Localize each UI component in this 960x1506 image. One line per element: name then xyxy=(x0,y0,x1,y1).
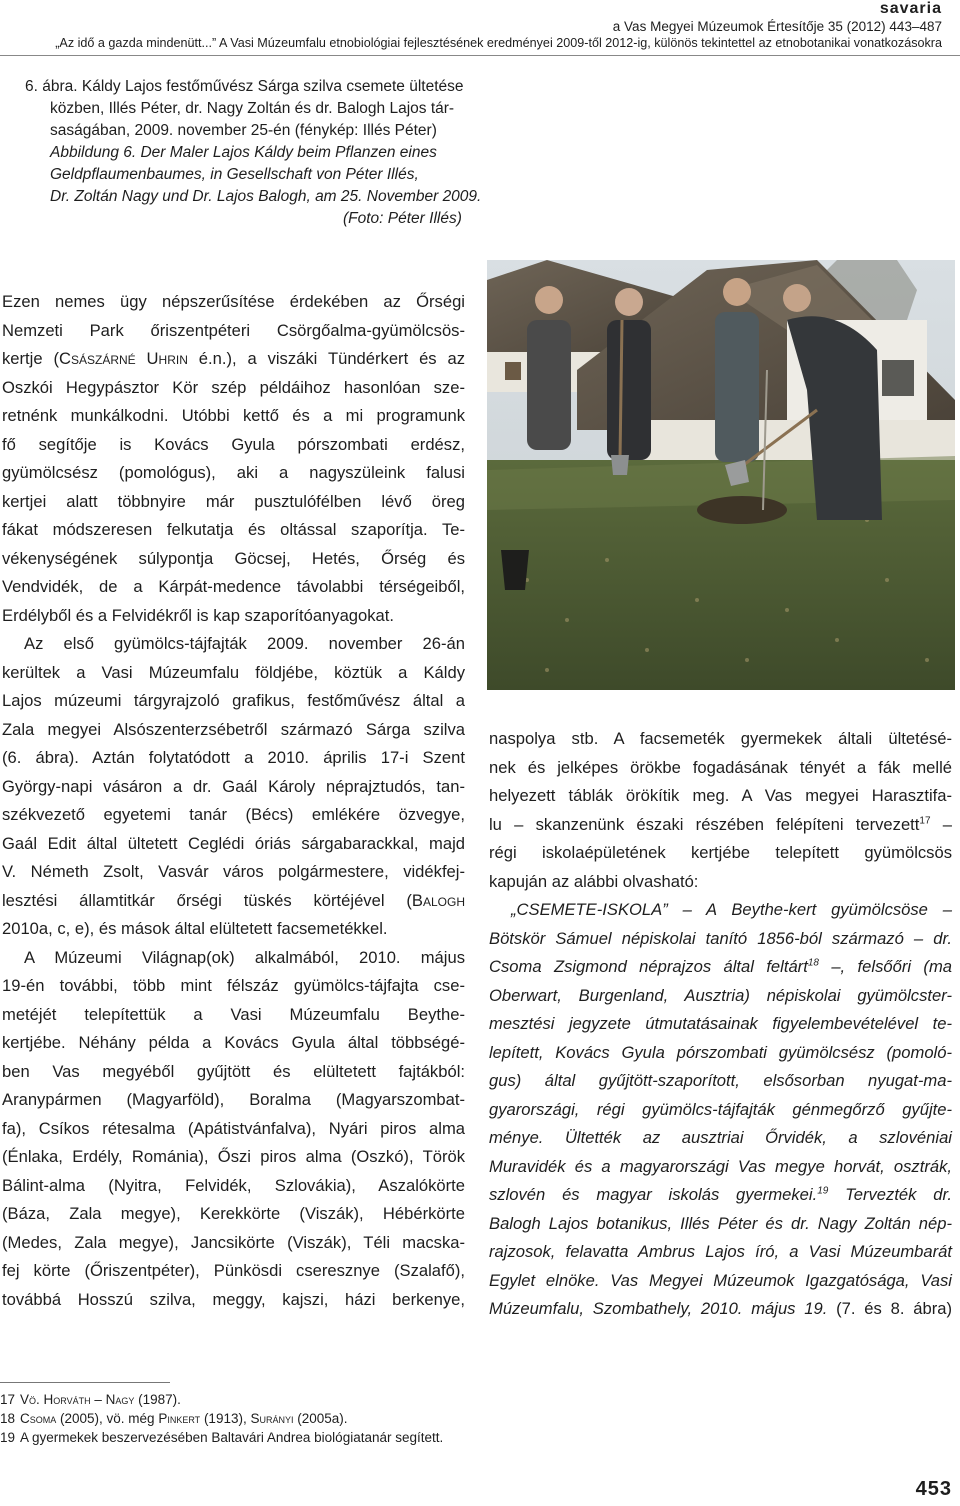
journal-header xyxy=(613,0,942,36)
text-line: (Énlaka, Erdély, Románia), Őszi piros alma (Oszkó), Török xyxy=(2,1147,465,1166)
body-paragraph xyxy=(2,288,465,630)
footnote-number: 17 xyxy=(0,1392,16,1407)
text-line: nek és jelképes örökbe fogadásának tényét a fák mellé xyxy=(489,757,952,777)
text-line: helyezett táblák örökítik meg. A Vas megyei Harasztifa- xyxy=(489,786,952,805)
text-line: továbbá Hosszú szilva, meggy, kajszi, házi berkenye, xyxy=(2,1289,465,1309)
text-line: Az első gyümölcs-tájfajták 2009. november 26-án xyxy=(24,634,465,653)
text-line: fa), Csíkos rétesalma (Apátistvánfalva), Nyári piros alma xyxy=(2,1118,465,1138)
text-line: (Medes, Zala megye), Jancsikörte (Viszák), Téli macska- xyxy=(2,1232,465,1252)
footnote: 18 Csoma (2005), vö. még Pinkert (1913), Surányi (2005a). xyxy=(0,1411,348,1426)
text-line: (Báza, Zala megye), Kerekkörte (Viszák), Hébérkörte xyxy=(2,1204,465,1223)
figure-photo xyxy=(487,260,955,690)
footnote: 19 A gyermekek beszervezésében Baltavári Andrea biológiatanár segített. xyxy=(0,1430,444,1445)
text-line: (6. ábra). Aztán folytatódott a 2010. április 17-i Szent xyxy=(2,748,465,767)
caption-de-line: Dr. Zoltán Nagy und Dr. Lajos Balogh, am 25. November 2009. xyxy=(50,188,482,205)
footnote-ref[interactable]: 18 xyxy=(807,957,819,969)
text-line: székvezető egyetemi tanár (Bécs) emlékére özvegye, xyxy=(2,805,465,824)
header-divider xyxy=(0,55,960,56)
text-line: Egylet elnöke. Vas Megyei Múzeumok Igazgatósága, Vasi xyxy=(489,1270,952,1290)
caption-hu-line: 6. ábra. Káldy Lajos festőművész Sárga szilva csemete ültetése xyxy=(25,78,464,95)
text-line: metéjét telepítettük a Vasi Múzeumfalu Beythe- xyxy=(2,1004,465,1024)
text-line: Múzeumfalu, Szombathely, 2010. május 19. (7. és 8. ábra) xyxy=(489,1299,952,1318)
text-line: „CSEMETE-ISKOLA” – A Beythe-kert gyümölcsöse – xyxy=(511,900,952,919)
citation-author: Balogh xyxy=(411,890,465,910)
page-number: 453 xyxy=(915,1478,952,1500)
inscription-quote xyxy=(489,896,952,1324)
text-line: ben Vas megyéből gyűjtött és elültetett fajtákból: xyxy=(2,1061,465,1081)
text-line: Oszkói Hegypásztor Kör szép példáihoz hasonlóan sze- xyxy=(2,377,465,397)
text-line: Aranypármen (Magyarföld), Boralma (Magyarszombat- xyxy=(2,1090,465,1109)
text-line: ménye. Ültették az ausztriai Őrvidék, a szlovéniai xyxy=(489,1128,952,1147)
text-line: Muravidék és a magyarországi Vas megye horvát, osztrák, xyxy=(489,1156,952,1176)
text-line: Balogh Lajos botanikus, Illés Péter és dr. Nagy Zoltán nép- xyxy=(489,1213,952,1233)
text-line: Vendvidék, de a Kárpát-medence távolabbi térségeiből, xyxy=(2,577,465,596)
text-line: fej körte (Őriszentpéter), Pünkösdi cseresznye (Szalafő), xyxy=(2,1261,465,1280)
text-line: lepített, Kovács Gyula pórszombati gyümölcsész (pomoló- xyxy=(489,1042,952,1062)
text-line: Erdélyből és a Felvidékről is kap szaporítóanyagokat. xyxy=(2,605,395,625)
text-line: V. Németh Zsolt, Vasvár város polgármestere, vidékfej- xyxy=(2,862,465,881)
caption-hu-line: közben, Illés Péter, dr. Nagy Zoltán és dr. Balogh Lajos tár- xyxy=(50,100,455,117)
citation-author: Császárné Uhrin xyxy=(59,349,188,368)
text-line: fákat módszeresen felkutatja és oltással szaporítja. Te- xyxy=(2,520,465,539)
text-line: Ezen nemes ügy népszerűsítése érdekében az Őrségi xyxy=(2,292,465,311)
caption-de-line: Abbildung 6. Der Maler Lajos Káldy beim Pflanzen eines xyxy=(50,144,437,161)
text-line: 2010a, c, e), és mások által elültetett facsemetékkel. xyxy=(2,919,388,938)
text-line: Bálint-alma (Nyitra, Felvidék, Szlovákia), Aszalókörte xyxy=(2,1175,465,1195)
text-line: fő segítője is Kovács Gyula pórszombati erdész, xyxy=(2,434,465,454)
footnotes xyxy=(0,1390,443,1447)
footnote-ref[interactable]: 19 xyxy=(817,1185,829,1197)
text-line: rajzosok, felavatta Ambrus Lajos író, a Vasi Múzeumbarát xyxy=(489,1242,952,1261)
caption-de-line: (Foto: Péter Illés) xyxy=(343,210,462,227)
caption-de-line: Geldpflaumenbaumes, in Gesellschaft von Péter Illés, xyxy=(50,166,419,183)
text-line: Oberwart, Burgenland, Ausztria) népiskolai gyümölcster- xyxy=(489,985,952,1005)
text-line: vékenységének súlypontja Göcsej, Hetés, Őrség és xyxy=(2,548,465,568)
text-line: Lajos múzeumi tárgyrajzoló grafikus, festőművész által a xyxy=(2,691,465,710)
text-line: György-napi vásáron a dr. Gaál Károly néprajztudós, tan- xyxy=(2,776,465,796)
text-line: A Múzeumi Világnap(ok) alkalmából, 2010. május xyxy=(24,947,465,967)
text-line: lesztési államtitkár őrségi tüskés körtéjével (Balogh xyxy=(2,890,465,910)
text-line: retnénk munkálkodni. Utóbbi kettő és a mi programunk xyxy=(2,406,465,425)
text-line: naspolya stb. A facsemeték gyermekek általi ültetésé- xyxy=(489,729,952,748)
journal-citation: a Vas Megyei Múzeumok Értesítője 35 (2012) 443–487 xyxy=(612,19,942,34)
text-line: 19-én további, több mint félszáz gyümölcs-tájfajta cse- xyxy=(2,976,465,995)
body-paragraph xyxy=(2,944,465,1315)
body-paragraph xyxy=(2,630,465,944)
text-line: szlovén és magyar iskolás gyermekei.$^{19}$ Tervezték dr. xyxy=(489,1185,953,1204)
text-line: Gaál Edit által ültetett Ceglédi óriás sárgabarackkal, majd xyxy=(2,833,465,853)
footnote-ref[interactable]: 17 xyxy=(919,814,931,826)
text-line: Bötskör Sámuel népiskolai tanító 1856-ból származó – dr. xyxy=(489,928,952,948)
text-line: Nemzeti Park őriszentpéteri Csörgőalma-gyümölcsös- xyxy=(2,320,465,340)
journal-brand: savaria xyxy=(879,0,942,17)
photo-illustration xyxy=(487,260,955,690)
footnote-number: 19 xyxy=(0,1430,16,1445)
text-line: Zala megyei Alsószenterzsébetről származó Sárga szilva xyxy=(2,719,465,739)
text-line: kertje (Császárné Uhrin é.n.), a viszáki Tündérkert és az xyxy=(2,349,466,368)
text-line: kertjei alatt többnyire már pusztulófélben lévő öreg xyxy=(2,491,465,511)
main-column-right xyxy=(489,725,952,1324)
text-line: mesztési jegyzete útmutatásainak figyelembevételével te- xyxy=(489,1014,952,1033)
text-line: régi iskolaépületének kertjébe telepített gyümölcsös xyxy=(489,843,952,862)
running-title: „Az idő a gazda mindenütt...” A Vasi Múzeumfalu etnobiológiai fejlesztésének eredményei 2009-től 2012-ig, különös tekintettel az etnobotanikai vonatkozásokra xyxy=(55,36,942,50)
text-line: kertjébe. Néhány példa a Kovács Gyula által többségé- xyxy=(2,1033,465,1052)
text-line: lu – skanzenünk északi részében felépíteni tervezett$^{17}$ – xyxy=(489,814,952,834)
figure-caption xyxy=(25,76,480,230)
text-line: Csoma Zsigmond néprajzos által feltárt$^{18}$ –, felsőőri (ma xyxy=(489,957,952,976)
caption-hu-line: saságában, 2009. november 25-én (fénykép: Illés Péter) xyxy=(50,122,437,139)
footnote-number: 18 xyxy=(0,1411,16,1426)
body-paragraph xyxy=(489,725,952,896)
main-column-left xyxy=(2,288,465,1314)
footnote-divider xyxy=(0,1382,170,1383)
text-line: kerültek a Vasi Múzeumfalu földjébe, köztük a Káldy xyxy=(2,662,465,682)
text-line: gyümölcsész (pomológus), aki a nagyszüleink falusi xyxy=(2,463,465,482)
text-line: gus) által gyűjtött-szaporított, elsősorban nyugat-ma- xyxy=(489,1071,952,1090)
footnote: 17 Vö. Horváth – Nagy (1987). xyxy=(0,1392,181,1407)
text-line: gyarországi, régi gyümölcs-tájfajták génmegőrző gyűjte- xyxy=(489,1099,952,1119)
text-line: kapuján az alábbi olvasható: xyxy=(489,871,699,891)
